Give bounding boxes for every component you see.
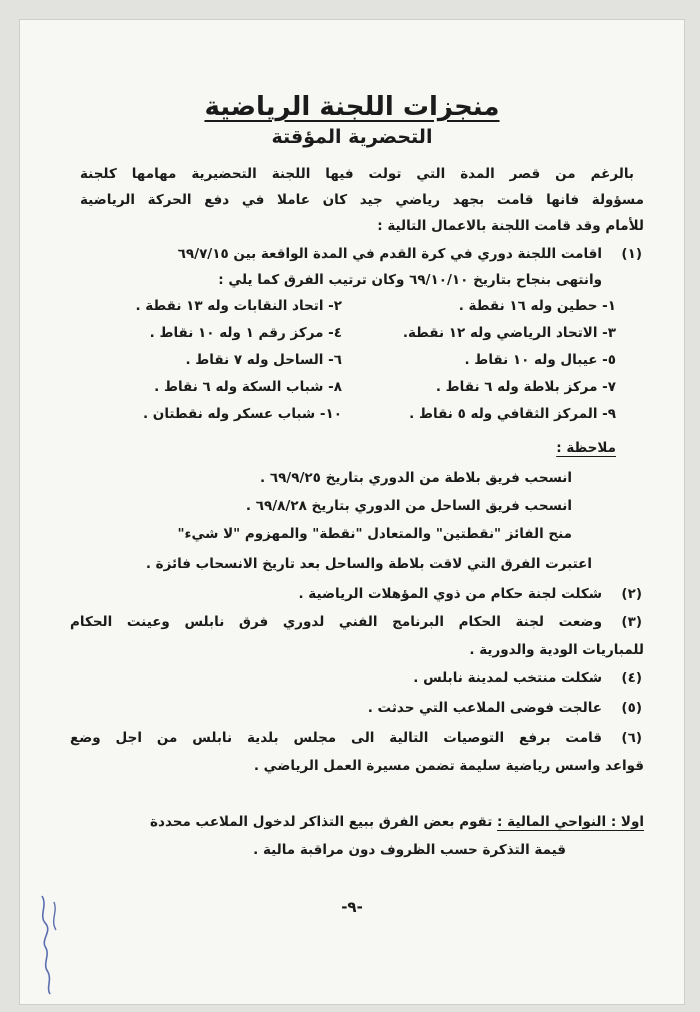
standing-10: ١٠- شباب عسكر وله نقطتان .: [142, 406, 342, 422]
intro-line-1: بالرغم من قصر المدة التي تولت فيها اللجنة التحضيرية مهامها كلجنة: [80, 166, 634, 182]
intro-line-3: للأمام وقد قامت اللجنة بالاعمال التالية :: [377, 218, 644, 234]
finance-label: اولا : النواحي المالية :: [497, 814, 644, 830]
standing-7: ٧- مركز بلاطة وله ٦ نقاط .: [435, 379, 616, 395]
note-4: اعتبرت الفرق التي لاقت بلاطة والساحل بعد تاريخ الانسحاب فائزة .: [145, 556, 592, 572]
document-page: [20, 20, 684, 1004]
note-1: انسحب فريق بلاطة من الدوري بتاريخ ٦٩/٩/٢٥ .: [259, 470, 572, 486]
document-subtitle: التحضرية المؤقتة: [271, 126, 433, 148]
page-number: -٩-: [341, 898, 363, 916]
item-4-number: (٤): [621, 670, 642, 686]
standing-1: ١- حطين وله ١٦ نقطة .: [458, 298, 616, 314]
item-3-continuation: للمباريات الودية والدورية .: [469, 642, 644, 658]
document-body: [20, 20, 684, 1004]
item-6-text: قامت برفع التوصيات التالية الى مجلس بلدية نابلس من اجل وضع: [70, 730, 602, 746]
item-1-number: (١): [621, 246, 642, 262]
document-title: منجزات اللجنة الرياضية: [204, 92, 500, 122]
item-6-number: (٦): [621, 730, 642, 746]
standing-6: ٦- الساحل وله ٧ نقاط .: [185, 352, 342, 368]
item-6-continuation: قواعد واسس رياضية سليمة تضمن مسيرة العمل الرياضي .: [253, 758, 644, 774]
standing-4: ٤- مركز رقم ١ وله ١٠ نقاط .: [149, 325, 342, 341]
intro-line-2: مسؤولة فانها قامت بجهد رياضي جيد كان عاملا في دفع الحركة الرياضية: [80, 192, 644, 208]
item-2-text: شكلت لجنة حكام من ذوي المؤهلات الرياضية .: [298, 586, 602, 602]
finance-line-2: قيمة التذكرة حسب الظروف دون مراقبة مالية .: [253, 842, 566, 858]
standing-3: ٣- الاتحاد الرياضي وله ١٢ نقطة.: [402, 325, 616, 341]
item-2-number: (٢): [621, 586, 642, 602]
item-3-text: وضعت لجنة الحكام البرنامج الفني لدوري فرق نابلس وعينت الحكام: [70, 614, 602, 630]
item-5-number: (٥): [621, 700, 642, 716]
handwritten-mark: [32, 892, 68, 996]
item-3-number: (٣): [621, 614, 642, 630]
standing-9: ٩- المركز الثقافي وله ٥ نقاط .: [409, 406, 616, 422]
item-4-text: شكلت منتخب لمدينة نابلس .: [413, 670, 602, 686]
note-label: ملاحظة :: [556, 440, 616, 456]
finance-line-1: تقوم بعض الفرق ببيع التذاكر لدخول الملاعب محددة: [150, 814, 493, 830]
item-1-line-1: اقامت اللجنة دوري في كرة القدم في المدة الواقعة بين ٦٩/٧/١٥: [177, 246, 602, 262]
standing-5: ٥- عيبال وله ١٠ نقاط .: [464, 352, 616, 368]
item-5-text: عالجت فوضى الملاعب التي حدثت .: [367, 700, 602, 716]
item-1-line-2: وانتهى بنجاح بتاريخ ٦٩/١٠/١٠ وكان ترتيب الفرق كما يلي :: [218, 272, 602, 288]
finance-heading: [150, 814, 644, 830]
note-3: منح الفائز "نقطتين" والمتعادل "نقطة" والمهزوم "لا شيء": [177, 526, 572, 542]
standing-8: ٨- شباب السكة وله ٦ نقاط .: [154, 379, 342, 395]
note-2: انسحب فريق الساحل من الدوري بتاريخ ٦٩/٨/٢٨ .: [245, 498, 572, 514]
standing-2: ٢- اتحاد النقابات وله ١٣ نقطة .: [135, 298, 342, 314]
